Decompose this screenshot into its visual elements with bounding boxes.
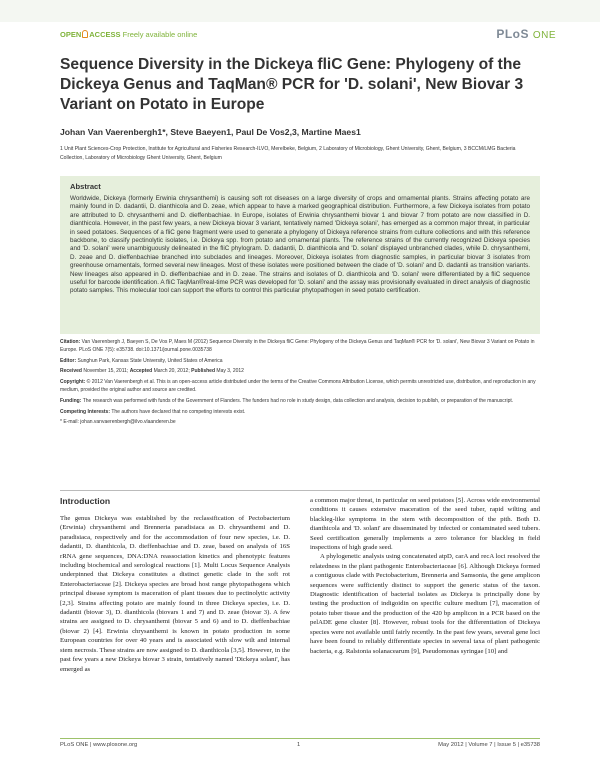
free-available-label: Freely available online [122,30,198,39]
abstract-text: Worldwide, Dickeya (formerly Erwinia chrysanthemi) is causing soft rot diseases on a large diversity of crops and ornamental plants. Strains affecting potato are mainly found in D. dadantii, D. dianthicola and D. zeae, which appear to have a marked geographical distribution. Furthermore, a few Dickeya isolates from potato are attributed to D. chrysanthemi and D. dieffenbachiae. In Europe, isolates of Erwinia chrysanthemi biovar 1 and biovar 7 from potato are now classified in D. dianthicola. However, in the past few years, a new Dickeya biovar 3 variant, tentatively named 'Dickeya solani', has emerged as a common major threat, in particular in seed potatoes. Sequences of a fliC gene fragment were used to generate a phylogeny of Dickeya reference strains from culture collections and with this reference backbone, to classify pectinolytic isolates, i.e. Dickeya spp. from potato and ornamental plants. The reference strains of the currently recognized Dickeya species and 'D. solani' were unambiguously delineated in the fliC phylogram. D. dadantii, D. dianthicola and 'D. solani' displayed unbranched clades, while D. chrysanthemi, D. zeae and D. dieffenbachiae branched into subclades and lineages. Moreover, Dickeya isolates from diagnostic samples, in particular biovar 3 isolates from greenhouse ornamentals, formed several new lineages. Most of these isolates were positioned between the clade of 'D. solani' and D. dadantii as transition variants. New lineages also appeared in D. dieffenbachiae and in D. zeae. The strains and isolates of D. dianthicola and 'D. solani' were differentiated by a fliC sequence useful for barcode identification. A fliC TaqMan®real-time PCR was developed for 'D. solani' and the assay was provisionally evaluated in direct analysis of diagnostic potato samples. This molecular tool can support the efforts to control this particular phytopathogen in seed potato certification. [70,195,530,295]
top-band [0,0,600,22]
citation: Citation: Van Vaerenbergh J, Baeyen S, De Vos P, Maes M (2012) Sequence Diversity in the Dickeya fliC Gene: Phylogeny of the Dickeya Genus and TaqMan® PCR for 'D. solani', New Biovar 3 Variant on Potato in Europe. PLoS ONE 7(5): e35738. doi:10.1371/journal.pone.0035738 [60,339,535,353]
email: * E-mail: johan.vanvaerenbergh@ilvo.vlaanderen.be [60,419,176,426]
left-column [60,514,290,674]
open-access-badge [60,30,197,39]
section-divider [60,490,540,491]
plos-one-logo: PLoS ONE [496,27,556,41]
copyright: Copyright: © 2012 Van Vaerenbergh et al. This is an open-access article distributed under the terms of the Creative Commons Attribution License, which permits unrestricted use, distribution, and reproduction in any medium, provided the original author and source are credited. [60,379,536,393]
footer-page-number: 1 [297,742,301,748]
abstract-heading: Abstract [70,182,101,191]
dates: Received November 15, 2011; Accepted March 20, 2012; Published May 3, 2012 [60,368,244,375]
article-metadata [60,339,540,430]
right-column [310,496,540,656]
intro-paragraph-2: a common major threat, in particular on seed potatoes [5]. Across wide environmental conditions it causes extensive maceration of the seed tuber, rapid wilting and blackleg-like symptoms in the stem with decomposition of the pith. Both D. dianthicola and 'D. solani' are disseminated by infected or contaminated seed tubers. Seed certification generally implements a zero tolerance for blackleg in field inspections of high grade seed. [310,497,540,552]
footer-rule [60,738,540,739]
footer-journal: PLoS ONE | www.plosone.org [60,742,138,748]
affiliations: 1 Unit Plant Sciences-Crop Protection, Institute for Agricultural and Fisheries Research-ILVO, Merelbeke, Belgium, 2 Laboratory of Microbiology, Ghent University, Ghent, Belgium, 3 BCCM/LMG Bacteria Collection, Laboratory of Microbiology Ghent University, Ghent, Belgium [60,146,516,161]
competing-interests: Competing Interests: The authors have declared that no competing interests exist. [60,408,246,415]
author-list: Johan Van Vaerenbergh1*, Steve Baeyen1, Paul De Vos2,3, Martine Maes1 [60,127,361,137]
article-title: Sequence Diversity in the Dickeya fliC Gene: Phylogeny of the Dickeya Genus and TaqMan® PCR for 'D. solani', New Biovar 3 Variant on Potato in Europe [60,56,524,113]
intro-paragraph-3: A phylogenetic analysis using concatenated atpD, carA and recA loci resolved the relatedness in the plant pathogenic Enterobacteriaceae [6]. Although Dickeya formed a contiguous clade with Pectobacterium, Brenneria and Samsonia, the gene amplicon sequences were sufficiently distinct to support the generic status of the taxon. Diagnostic identification of bacterial isolates as Dickeya is principally done by testing the production of indigoidin on specific culture medium [7], maceration of potato tuber tissue and the production of the 420 bp amplicon in a PCR based on the pelADE gene cluster [8]. However, robust tools for the differentiation of Dickeya species were not available until fairly recently. In the past few years, several gene loci have been found to reliably differentiate species in several taxa of plant pathogenic bacteria, e.g. Ralstonia solanacearum [9], Pseudomonas syringae [10] and [310,553,540,655]
footer-issue: May 2012 | Volume 7 | Issue 5 | e35738 [438,742,540,748]
intro-paragraph-1: The genus Dickeya was established by the reclassification of Pectobacterium (Erwinia) chrysanthemi and Brenneria paradisiaca as D. chrysanthemi and D. paradisiaca, respectively and for the accommodation of four new species, i.e. D. dadantii, D. dianthicola, D. dieffenbachiae and D. zeae, based on analysis of 16S rRNA gene sequences, DNA:DNA reassociation kinetics and phenotypic features including biochemical and serological reactions [1]. Multi Locus Sequence Analysis underpinned that Dickeya constitutes a distinct genetic clade in the soft rot Enterobacteriaceae [2]. Dickeya species are broad host range phytopathogens which principal disease symptom is maceration of plant tissues due to pectinolytic activity [2,3]. Strains affecting potato are mainly found in three Dickeya species, i.e. D. dadantii (biovar 3), D. dianthicola (biovars 1 and 7) and D. zeae (biovar 3). A few strains are assigned to D. chrysanthemi (biovar 5 and 6) and to D. dieffenbachiae (biovar 2) [4]. Erwinia chrysanthemi is known in potato production in some European countries for over 40 years and is associated with slow wilt and internal stem necrosis. These strains are now assigned to D. dianthicola [3,5]. However, in the past few years a new Dickeya biovar 3 strain, tentatively named 'Dickeya solani', has emerged as [60,515,290,673]
access-label: ACCESS [89,30,121,39]
editor: Editor: Sunghun Park, Kansas State University, United States of America [60,357,223,364]
abstract-box [60,176,540,334]
open-label: OPEN [60,30,82,39]
open-lock-icon [82,30,88,38]
funding: Funding: The research was performed with funds of the Government of Flanders. The funders had no role in study design, data collection and analysis, decision to publish, or preparation of the manuscript. [60,397,514,404]
introduction-heading: Introduction [60,496,111,506]
